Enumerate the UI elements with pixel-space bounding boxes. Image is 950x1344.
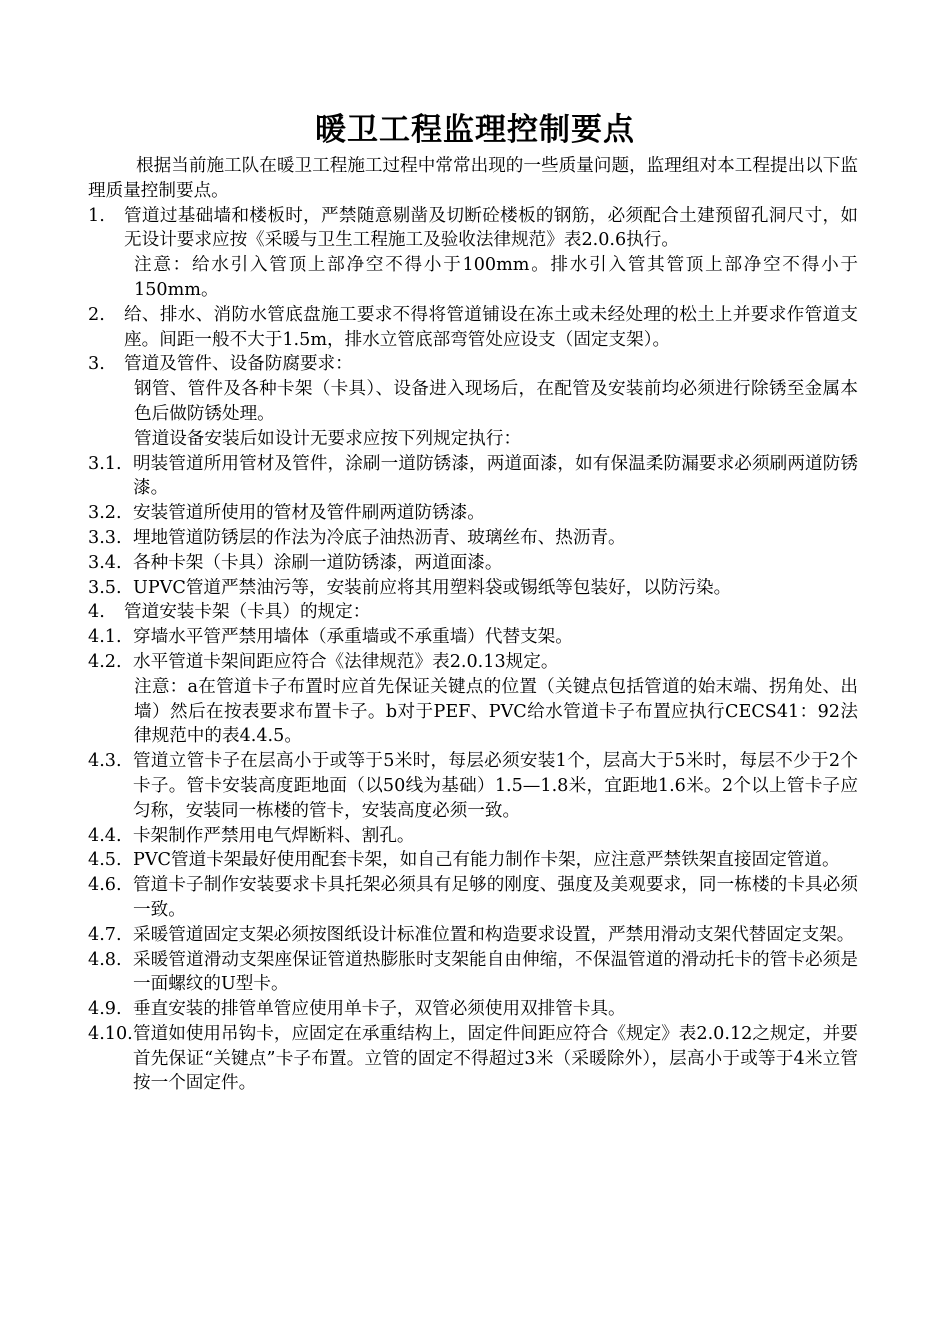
- list-item: [88, 303, 858, 353]
- list-item-text: 采暖管道滑动支架座保证管道热膨胀时支架能自由伸缩，不保温管道的滑动托卡的管卡必须是一面螺纹的U型卡。: [133, 949, 858, 995]
- note-paragraph: 管道设备安装后如设计无要求应按下列规定执行：: [134, 428, 522, 449]
- list-item: [88, 526, 858, 551]
- list-item-number: 4.4.: [88, 825, 122, 846]
- list-item: [88, 650, 858, 675]
- list-item: [88, 1022, 858, 1096]
- list-item: [88, 204, 858, 254]
- list-item-text: 埋地管道防锈层的作法为冷底子油热沥青、玻璃丝布、热沥青。: [133, 527, 626, 548]
- list-item-number: 3.5.: [88, 577, 122, 598]
- list-item: [88, 576, 858, 601]
- list-item: [88, 551, 858, 576]
- list-item-number: 4.7.: [88, 924, 122, 945]
- list-item-number: 4.3.: [88, 751, 122, 772]
- list-item-number: 3.3.: [88, 527, 122, 548]
- list-item-number: 4.5.: [88, 850, 122, 871]
- list-item-text: 各种卡架（卡具）涂刷一道防锈漆，两道面漆。: [133, 552, 503, 573]
- note-paragraph: 钢管、管件及各种卡架（卡具）、设备进入现场后，在配管及安装前均必须进行除锈至金属本色后做防锈处理。: [134, 379, 858, 424]
- list-item-number: 4.2.: [88, 651, 122, 672]
- list-item: [88, 600, 858, 625]
- document-title: 暖卫工程监理控制要点: [315, 112, 635, 148]
- list-item: [88, 948, 858, 998]
- list-item-number: 2.: [88, 304, 105, 325]
- note-paragraph: 注意：给水引入管顶上部净空不得小于100mm。排水引入管其管顶上部净空不得小于150mm。: [134, 255, 858, 300]
- list-item-text: 采暖管道固定支架必须按图纸设计标准位置和构造要求设置，严禁用滑动支架代替固定支架。: [133, 924, 855, 945]
- list-item: [88, 923, 858, 948]
- list-item-text: 垂直安装的排管单管应使用单卡子，双管必须使用双排管卡具。: [133, 999, 626, 1020]
- list-item-text: 卡架制作严禁用电气焊断料、割孔。: [133, 825, 415, 846]
- list-item-number: 3.1.: [88, 453, 122, 474]
- list-item-number: 4.: [88, 602, 105, 623]
- list-item-text: 管道及管件、设备防腐要求：: [124, 354, 353, 375]
- list-item-number: 4.1.: [88, 627, 122, 648]
- list-item: [88, 501, 858, 526]
- list-item: [88, 873, 858, 923]
- list-item-text: 管道安装卡架（卡具）的规定：: [124, 602, 371, 623]
- list-item-number: 4.9.: [88, 999, 122, 1020]
- list-item-number: 1.: [88, 205, 105, 226]
- list-item-number: 3.2.: [88, 503, 122, 524]
- list-item: [88, 452, 858, 502]
- document-body: [88, 154, 858, 1096]
- list-item: [88, 997, 858, 1022]
- list-item: [88, 749, 858, 823]
- intro-paragraph: 根据当前施工队在暖卫工程施工过程中常常出现的一些质量问题，监理组对本工程提出以下监理质量控制要点。: [88, 156, 858, 201]
- list-item: [88, 352, 858, 377]
- list-item-number: 4.8.: [88, 949, 122, 970]
- list-item-text: 给、排水、消防水管底盘施工要求不得将管道铺设在冻土或未经处理的松土上并要求作管道支座。间距一般不大于1.5m，排水立管底部弯管处应设支（固定支架）。: [124, 304, 858, 350]
- list-item-text: 管道过基础墙和楼板时，严禁随意剔凿及切断砼楼板的钢筋，必须配合土建预留孔洞尺寸，如无设计要求应按《采暖与卫生工程施工及验收法律规范》表2.0.6执行。: [124, 205, 858, 251]
- list-item-text: 水平管道卡架间距应符合《法律规范》表2.0.13规定。: [133, 651, 559, 672]
- list-item-text: 穿墙水平管严禁用墙体（承重墙或不承重墙）代替支架。: [133, 627, 573, 648]
- list-item-text: 管道卡子制作安装要求卡具托架必须具有足够的刚度、强度及美观要求，同一栋楼的卡具必须一致。: [133, 875, 858, 920]
- list-item-text: PVC管道卡架最好使用配套卡架，如自己有能力制作卡架，应注意严禁铁架直接固定管道。: [133, 850, 840, 871]
- list-item-text: UPVC管道严禁油污等，安装前应将其用塑料袋或锡纸等包装好，以防污染。: [133, 577, 732, 598]
- list-item-text: 管道立管卡子在层高小于或等于5米时，每层必须安装1个，层高大于5米时，每层不少于2个卡子。管卡安装高度距地面（以50线为基础）1.5—1.8米，宜距地1.6米。2个以上管卡子应匀称，安装同一栋楼的管卡，安装高度必须一致。: [133, 751, 858, 821]
- list-item-number: 3.: [88, 354, 105, 375]
- list-item: [88, 625, 858, 650]
- list-item-text: 安装管道所使用的管材及管件刷两道防锈漆。: [133, 503, 485, 524]
- list-item: [88, 824, 858, 849]
- list-item-number: 3.4.: [88, 552, 122, 573]
- list-item-number: 4.6.: [88, 875, 122, 896]
- list-item: [88, 848, 858, 873]
- list-item-text: 明装管道所用管材及管件，涂刷一道防锈漆，两道面漆，如有保温柔防漏要求必须刷两道防锈漆。: [133, 453, 858, 499]
- note-paragraph: 注意：a在管道卡子布置时应首先保证关键点的位置（关键点包括管道的始末端、拐角处、出墙）然后在按表要求布置卡子。b对于PEF、PVC给水管道卡子布置应执行CECS41：92法律规范中的表4.4.5。: [134, 676, 858, 747]
- list-item-number: 4.10.: [88, 1023, 133, 1044]
- list-item-text: 管道如使用吊钩卡，应固定在承重结构上，固定件间距应符合《规定》表2.0.12之规定，并要首先保证“关键点”卡子布置。立管的固定不得超过3米（采暖除外），层高小于或等于4米立管按一个固定件。: [133, 1023, 858, 1094]
